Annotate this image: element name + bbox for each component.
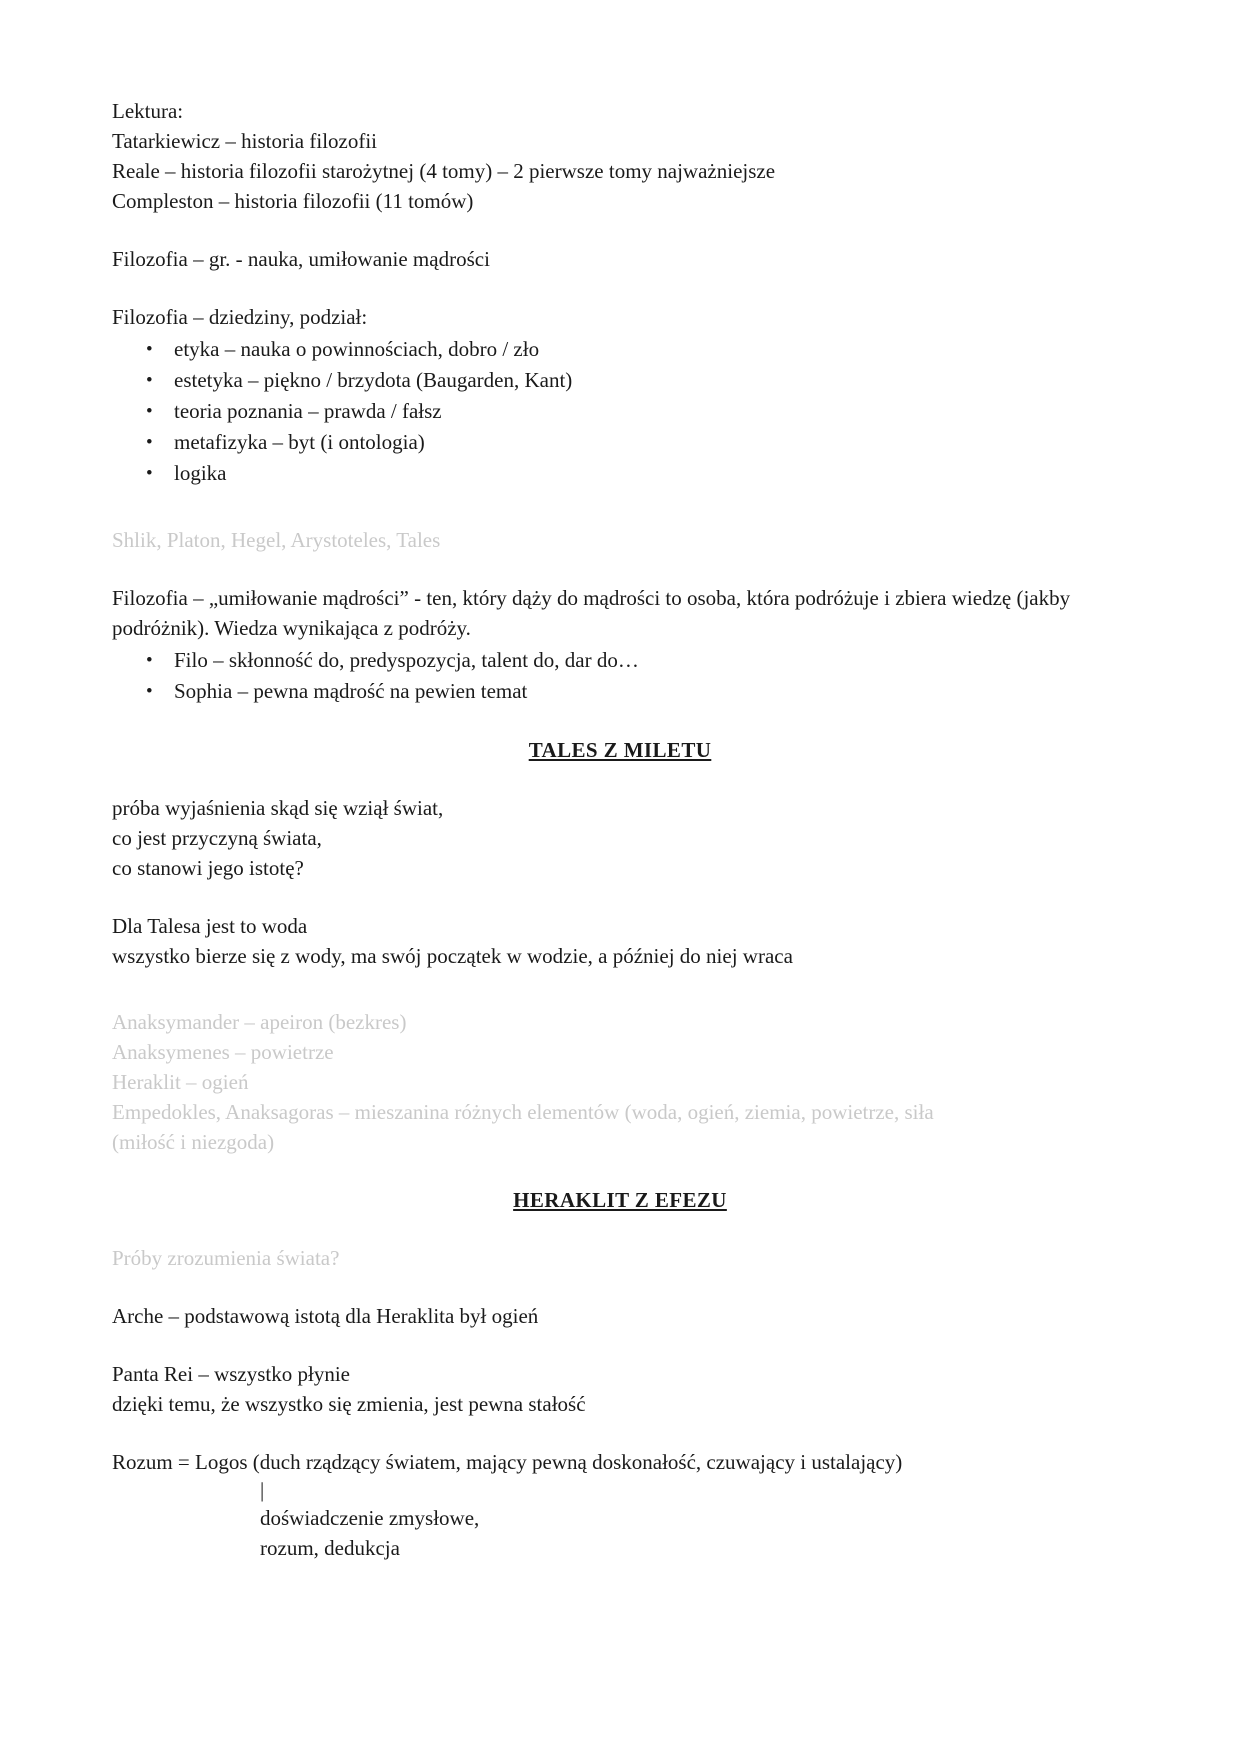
- philosophy-definition: Filozofia – gr. - nauka, umiłowanie mądrości: [112, 247, 490, 271]
- wisdom-list: [112, 645, 1128, 707]
- spacer: [112, 1331, 1128, 1359]
- spacer: [112, 707, 1128, 735]
- spacer: [112, 971, 1128, 1007]
- fields-list: [112, 334, 1128, 489]
- spacer: [112, 489, 1128, 525]
- list-item: • teoria poznania – prawda / fałsz: [174, 396, 1128, 427]
- list-item: • etyka – nauka o powinnościach, dobro / zło: [174, 334, 1128, 365]
- fields-intro: Filozofia – dziedziny, podział:: [112, 305, 368, 329]
- heraklit-faded-question: Próby zrozumienia świata?: [112, 1246, 340, 1270]
- reading-list-item: Compleston – historia filozofii (11 tomów): [112, 189, 474, 213]
- spacer: [112, 1419, 1128, 1447]
- list-item: • estetyka – piękno / brzydota (Baugarden, Kant): [174, 365, 1128, 396]
- list-item: • Filo – skłonność do, predyspozycja, talent do, dar do…: [174, 645, 1128, 676]
- philosopher-faded-line: Empedokles, Anaksagoras – mieszanina różnych elementów (woda, ogień, ziemia, powietrze, siła: [112, 1100, 934, 1124]
- heraklit-logos: Rozum = Logos (duch rządzący światem, mający pewną doskonałość, czuwający i ustalający): [112, 1450, 903, 1474]
- spacer: [112, 1273, 1128, 1301]
- heraklit-panta-rei-detail: dzięki temu, że wszystko się zmienia, jest pewna stałość: [112, 1392, 586, 1416]
- tales-question: co stanowi jego istotę?: [112, 856, 304, 880]
- spacer: [112, 883, 1128, 911]
- tales-answer: Dla Talesa jest to woda: [112, 914, 308, 938]
- reading-list-label: Lektura:: [112, 99, 184, 123]
- logos-child: doświadczenie zmysłowe,: [260, 1506, 480, 1530]
- philosopher-faded-line: (miłość i niezgoda): [112, 1130, 275, 1154]
- list-item: • logika: [174, 458, 1128, 489]
- philosopher-names-faded: Shlik, Platon, Hegel, Arystoteles, Tales: [112, 528, 441, 552]
- spacer: [112, 765, 1128, 793]
- logos-child: rozum, dedukcja: [260, 1536, 400, 1560]
- spacer: [112, 555, 1128, 583]
- heraklit-arche: Arche – podstawową istotą dla Heraklita był ogień: [112, 1304, 539, 1328]
- philosopher-faded-line: Anaksymenes – powietrze: [112, 1040, 334, 1064]
- spacer: [112, 216, 1128, 244]
- list-item: • Sophia – pewna mądrość na pewien temat: [174, 676, 1128, 707]
- spacer: [112, 1157, 1128, 1185]
- section-heading-tales: TALES Z MILETU: [528, 738, 712, 762]
- reading-list-item: Tatarkiewicz – historia filozofii: [112, 129, 378, 153]
- list-item: • metafizyka – byt (i ontologia): [174, 427, 1128, 458]
- philosopher-faded-line: Anaksymander – apeiron (bezkres): [112, 1010, 407, 1034]
- wisdom-paragraph: Filozofia – „umiłowanie mądrości” - ten, który dąży do mądrości to osoba, która podróżuje i zbiera wiedzę (jakby podróżnik). Wiedza wynikająca z podróży.: [112, 586, 1076, 640]
- spacer: [112, 274, 1128, 302]
- tales-answer: wszystko bierze się z wody, ma swój początek w wodzie, a później do niej wraca: [112, 944, 793, 968]
- philosopher-faded-line: Heraklit – ogień: [112, 1070, 249, 1094]
- section-heading-heraklit: HERAKLIT Z EFEZU: [513, 1188, 727, 1212]
- tales-question: próba wyjaśnienia skąd się wziął świat,: [112, 796, 444, 820]
- heraklit-panta-rei: Panta Rei – wszystko płynie: [112, 1362, 350, 1386]
- spacer: [112, 1215, 1128, 1243]
- reading-list-item: Reale – historia filozofii starożytnej (4 tomy) – 2 pierwsze tomy najważniejsze: [112, 159, 776, 183]
- logos-connector: |: [260, 1478, 265, 1502]
- tales-question: co jest przyczyną świata,: [112, 826, 322, 850]
